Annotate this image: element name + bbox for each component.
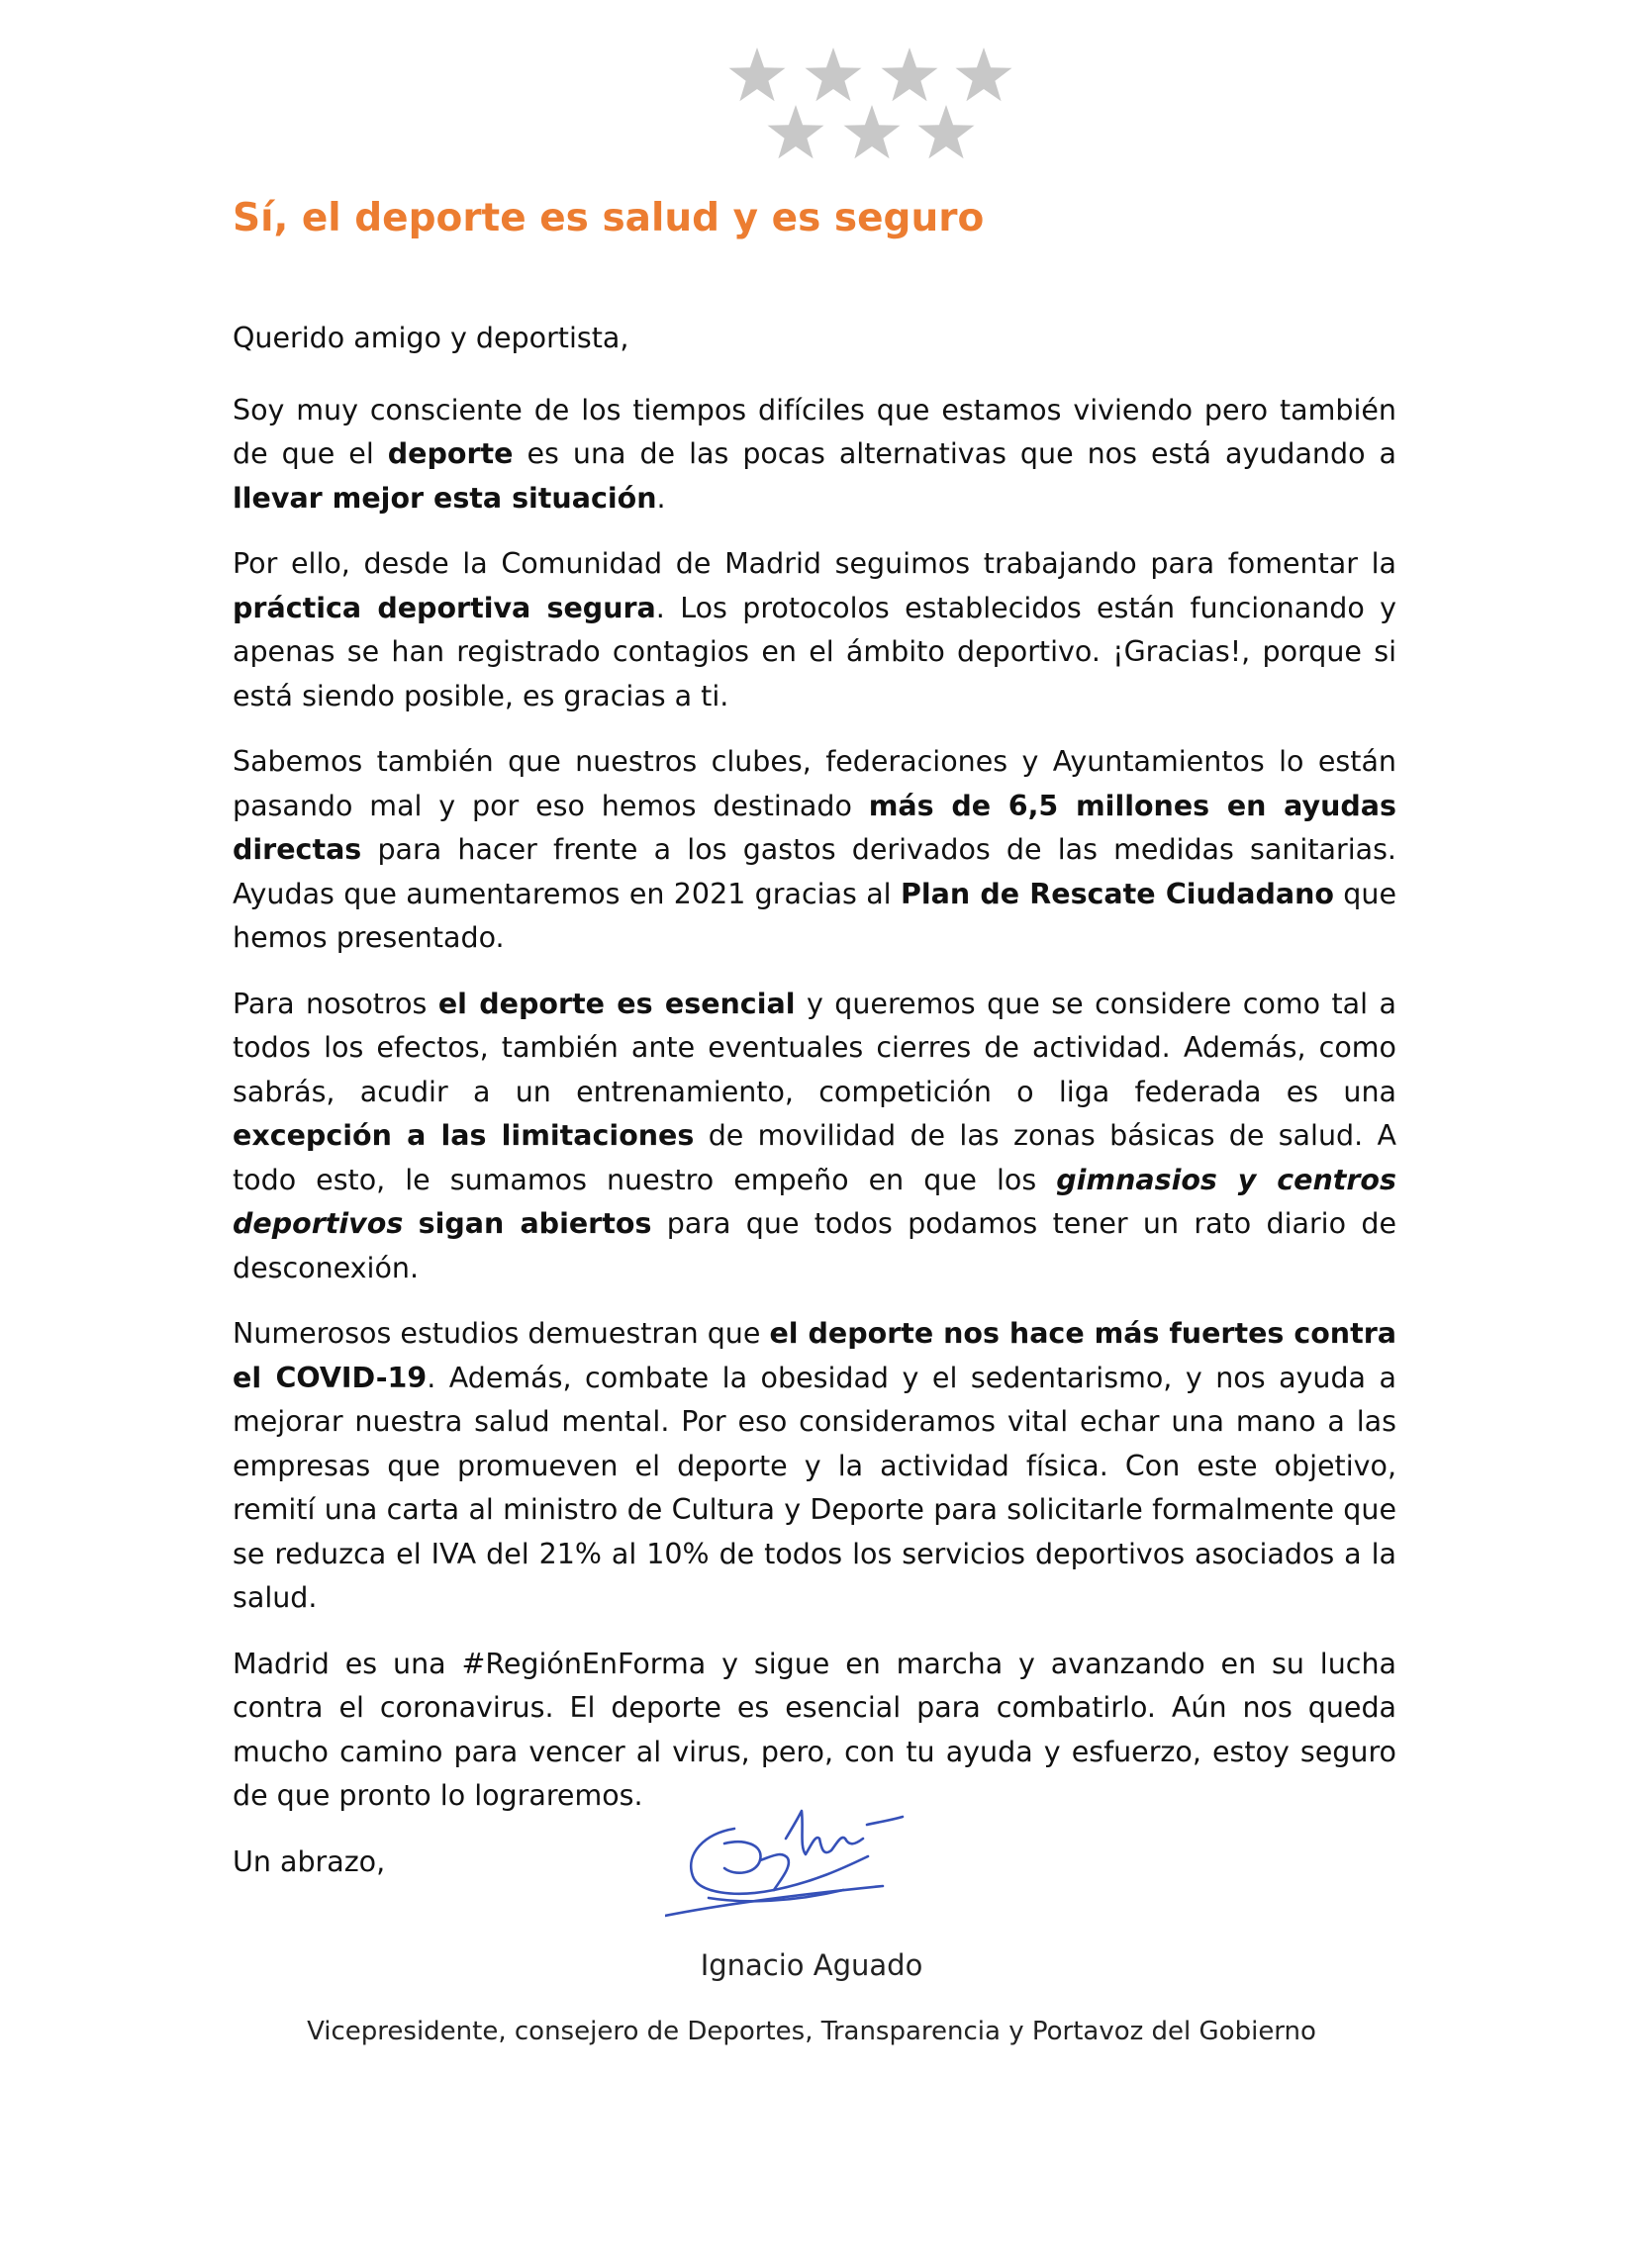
greeting: Querido amigo y deportista, xyxy=(233,322,629,354)
paragraph-text: para hacer frente a los gastos derivados de las medidas sanitarias. Ayudas que aumentaremos en 2021 gracias al xyxy=(233,833,1396,910)
body-paragraph xyxy=(233,389,1396,521)
body-paragraph xyxy=(233,983,1396,1291)
star-group xyxy=(726,44,1013,166)
star-icon xyxy=(882,47,938,101)
closing: Un abrazo, xyxy=(233,1844,386,1878)
bold-text: llevar mejor esta situación xyxy=(233,481,657,515)
handwritten-signature-icon xyxy=(665,1799,952,1918)
bold-text: práctica deportiva segura xyxy=(233,591,656,624)
paragraph-text: y queremos que se considere como tal a todos los efectos, también ante eventuales cierres de actividad. Además, como sabrás, acudir a un entrenamiento, competición o liga federada es una xyxy=(233,987,1396,1108)
paragraph-text: para que todos podamos tener un rato diario de desconexión. xyxy=(233,1207,1396,1284)
signature-strokes xyxy=(665,1799,952,1918)
paragraph-text: Para nosotros xyxy=(233,987,438,1020)
bold-text: el deporte nos hace más fuertes contra el COVID-19 xyxy=(233,1317,1396,1394)
letter-title: Sí, el deporte es salud y es seguro xyxy=(233,196,985,240)
body-paragraph xyxy=(233,1312,1396,1621)
bold-text: deporte xyxy=(387,437,514,470)
paragraph-text: Sabemos también que nuestros clubes, federaciones y Ayuntamientos lo están pasando mal y por eso hemos destinado xyxy=(233,745,1396,822)
paragraph-text: que hemos presentado. xyxy=(233,877,1396,954)
paragraph-text: Por ello, desde la Comunidad de Madrid seguimos trabajando para fomentar la xyxy=(233,547,1396,580)
signer-title: Vicepresidente, consejero de Deportes, Transparencia y Portavoz del Gobierno xyxy=(307,2017,1316,2046)
six-star-emblem-icon xyxy=(726,44,1013,166)
body-paragraph xyxy=(233,740,1396,961)
star-icon xyxy=(729,47,786,101)
paragraph-text: . xyxy=(656,481,666,515)
letter-body xyxy=(233,317,1396,1906)
body-paragraph xyxy=(233,542,1396,718)
paragraph-text: . Además, combate la obesidad y el sedentarismo, y nos ayuda a mejorar nuestra salud mental. Por eso consideramos vital echar una mano a las empresas que promueven el deporte y la actividad física. Con este objetivo, remití una carta al ministro de Cultura y Deporte para solicitarle formalmente que se reduzca el IVA del 21% al 10% de todos los servicios deportivos asociados a la salud. xyxy=(233,1361,1396,1614)
star-icon xyxy=(844,105,901,158)
body-paragraph xyxy=(233,1643,1396,1819)
paragraph-text: es una de las pocas alternativas que nos está ayudando a xyxy=(513,437,1396,470)
star-icon xyxy=(806,47,862,101)
paragraph-text: Madrid es una #RegiónEnForma y sigue en marcha y avanzando en su lucha contra el coronavirus. El deporte es esencial para combatirlo. Aún nos queda mucho camino para vencer al virus, pero, con tu ayuda y esfuerzo, estoy seguro de que pronto lo lograremos. xyxy=(233,1647,1396,1812)
paragraph-text: de movilidad de las zonas básicas de salud. A todo esto, le sumamos nuestro empeño en que los xyxy=(233,1119,1396,1196)
star-icon xyxy=(768,105,824,158)
paragraph-list xyxy=(233,389,1396,1819)
paragraph-text: Soy muy consciente de los tiempos difíciles que estamos viviendo pero también de que el xyxy=(233,393,1396,470)
bold-text: más de 6,5 millones en ayudas directas xyxy=(233,789,1396,866)
paragraph-text xyxy=(403,1207,418,1240)
bold-text: Plan de Rescate Ciudadano xyxy=(900,877,1334,910)
star-icon xyxy=(956,47,1012,101)
paragraph-text: Numerosos estudios demuestran que xyxy=(233,1317,770,1350)
paragraph-text: . Los protocolos establecidos están funcionando y apenas se han registrado contagios en el ámbito deportivo. ¡Gracias!, porque si está siendo posible, es gracias a ti. xyxy=(233,591,1397,712)
bold-text: excepción a las limitaciones xyxy=(233,1119,695,1152)
signer-name: Ignacio Aguado xyxy=(700,1948,923,1982)
bold-text: el deporte es esencial xyxy=(437,987,796,1020)
star-icon xyxy=(918,105,975,158)
bold-text: sigan abiertos xyxy=(418,1207,652,1240)
emphasis-text: gimnasios y centros deportivos xyxy=(233,1163,1396,1240)
